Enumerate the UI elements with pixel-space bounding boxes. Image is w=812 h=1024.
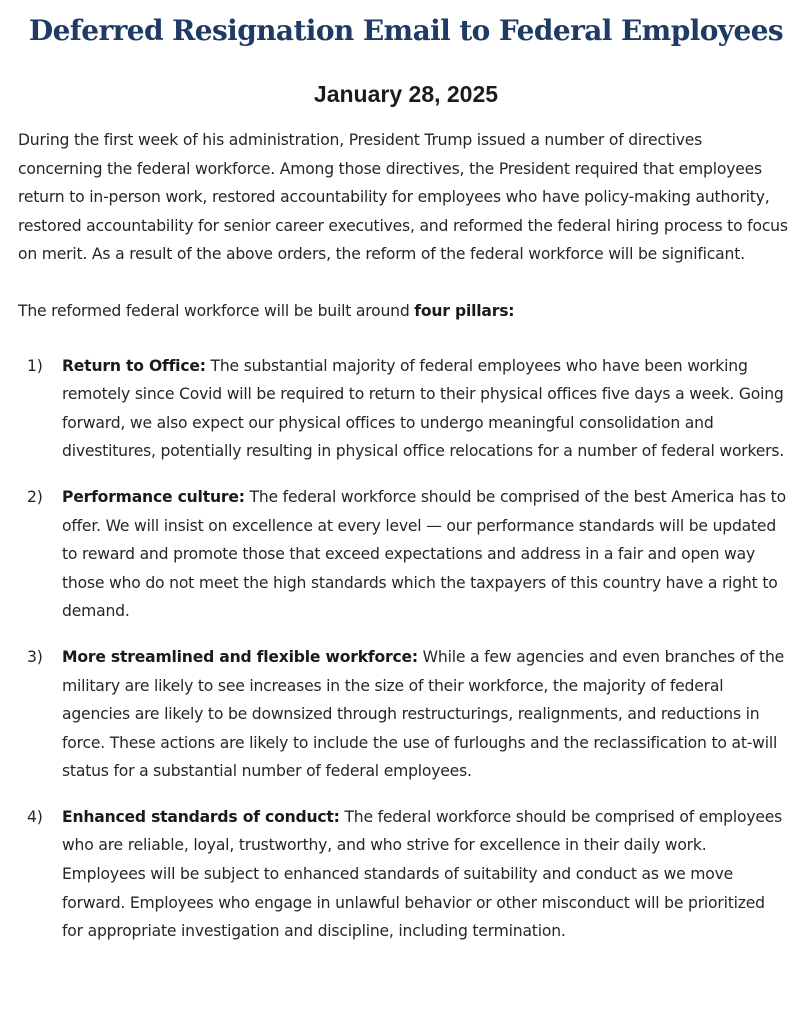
pillar-number: 1) xyxy=(27,356,43,375)
pillar-heading: Enhanced standards of conduct: xyxy=(62,807,340,826)
pillar-heading: Performance culture: xyxy=(62,487,245,506)
pillar-item-return-to-office xyxy=(18,352,788,466)
pillar-text: The federal workforce should be comprised of the best America has to offer. We will insist on excellence at every level — our performance standards will be updated to reward and promote those that exceed expectations and address in a fair and open way those who do not meet the high standards which the taxpayers of this country have a right to demand. xyxy=(62,487,786,621)
pillars-list xyxy=(18,352,788,946)
pillar-text: The federal workforce should be comprised of employees who are reliable, loyal, trustworthy, and who strive for excellence in their daily work. Employees will be subject to enhanced standards of suitability and conduct as we move forward. Employees who engage in unlawful behavior or other misconduct will be prioritized for appropriate investigation and discipline, including termination. xyxy=(62,807,783,941)
document-date: January 28, 2025 xyxy=(313,81,499,107)
pillars-intro-bold: four pillars: xyxy=(414,301,515,320)
pillar-heading: Return to Office: xyxy=(62,356,206,375)
pillar-number: 4) xyxy=(27,807,43,826)
pillar-item-performance-culture xyxy=(18,483,788,626)
pillar-item-streamlined-workforce xyxy=(18,643,788,786)
intro-paragraph: During the first week of his administration, President Trump issued a number of directives concerning the federal workforce. Among those directives, the President required that employees return to in-person work, restored accountability for employees who have policy-making authority, restored accountability for senior career executives, and reformed the federal hiring process to focus on merit. As a result of the above orders, the reform of the federal workforce will be significant. xyxy=(18,131,788,264)
document-body xyxy=(18,126,788,963)
pillar-text: The substantial majority of federal employees who have been working remotely since Covid will be required to return to their physical offices five days a week. Going forward, we also expect our physical offices to undergo meaningful consolidation and divestitures, potentially resulting in physical office relocations for a number of federal workers. xyxy=(62,356,785,461)
pillar-number: 3) xyxy=(27,647,43,666)
pillar-number: 2) xyxy=(27,487,43,506)
pillars-intro-text: The reformed federal workforce will be built around xyxy=(18,301,415,320)
pillars-intro xyxy=(18,297,788,326)
document-title: Deferred Resignation Email to Federal Employees xyxy=(28,14,784,47)
pillar-item-standards-of-conduct xyxy=(18,803,788,946)
pillar-text: While a few agencies and even branches of the military are likely to see increases in the size of their workforce, the majority of federal agencies are likely to be downsized through restructurings, realignments, and reductions in force. These actions are likely to include the use of furloughs and the reclassification to at-will status for a substantial number of federal employees. xyxy=(62,647,785,781)
pillar-heading: More streamlined and flexible workforce: xyxy=(62,647,418,666)
